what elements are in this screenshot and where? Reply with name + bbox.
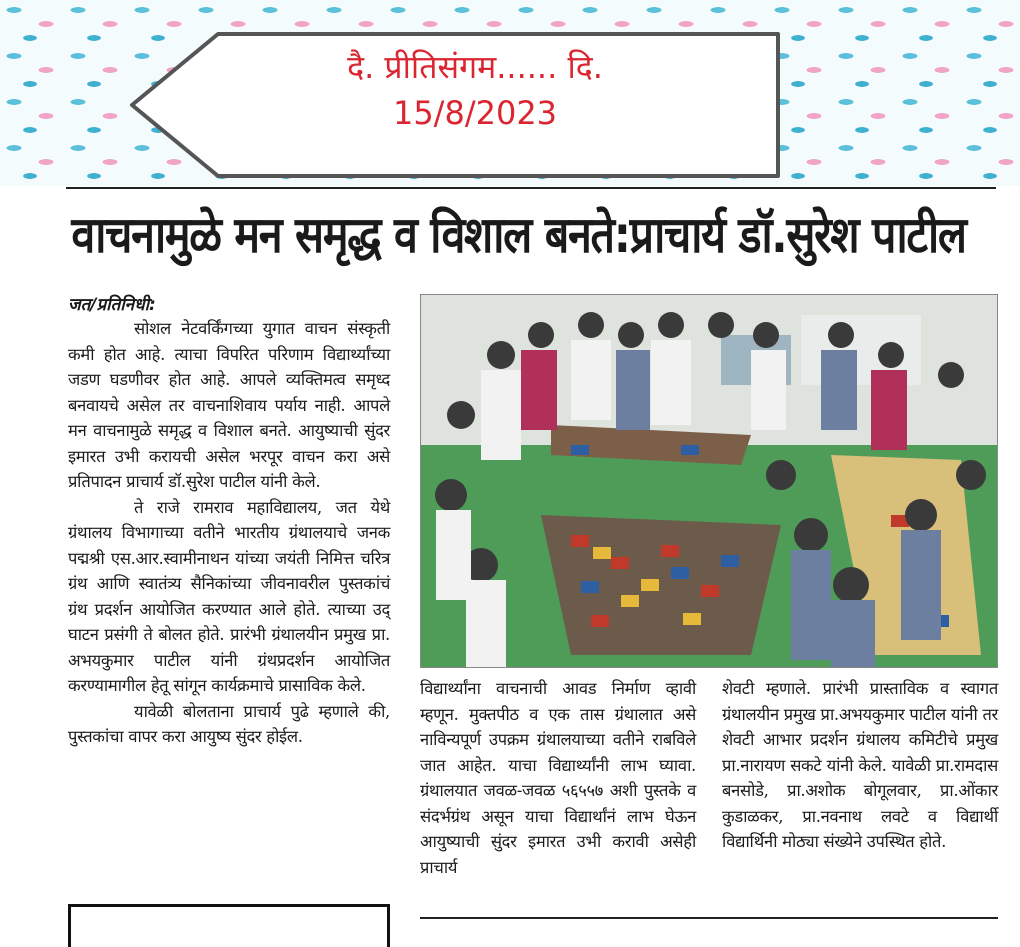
date-badge-text xyxy=(230,44,720,136)
badge-date-line: 15/8/2023 xyxy=(392,94,558,132)
article-column-1 xyxy=(68,316,390,750)
article-dateline: जत/प्रतिनिधी: xyxy=(68,295,156,315)
photo-book-exhibition xyxy=(421,295,997,667)
paragraph: यावेळी बोलताना प्राचार्य पुढे म्हणाले की, पुस्तकांचा वापर करा आयुष्य सुंदर होईल. xyxy=(68,701,390,746)
next-article-box xyxy=(68,904,390,947)
article-headline: वाचनामुळे मन समृद्ध व विशाल बनते:प्राचार्य डॉ.सुरेश पाटील xyxy=(71,206,966,264)
paragraph: ते राजे रामराव महाविद्यालय, जत येथे ग्रंथालय विभागाच्या वतीने भारतीय ग्रंथालयाचे जनक पद्मश्री एस.आर.स्वामीनाथन यांच्या जयंती निमित्त चरित्र ग्रंथ आणि स्वातंत्र्य सैनिकांच्या जीवनावरील पुस्तकांचं ग्रंथ प्रदर्शन आयोजित करण्यात आले होते. त्याच्या उद् घाटन प्रसंगी ते बोलत होते. प्रारंभी ग्रंथालयीन प्रमुख प्रा. अभयकुमार पाटील यांनी ग्रंथप्रदर्शन आयोजित करण्यामागील हेतू सांगून कार्यक्रमाचे प्रासाविक केले. xyxy=(68,497,390,695)
bottom-divider xyxy=(420,917,998,919)
article-column-3: शेवटी म्हणाले. प्रारंभी प्रास्ताविक व स्वागत ग्रंथालयीन प्रमुख प्रा.अभयकुमार पाटील यांनी तर शेवटी आभार प्रदर्शन ग्रंथालय कमिटीचे प्रमुख प्रा.नारायण सकटे यांनी केले. यावेळी प्रा.रामदास बनसोडे, प्रा.अशोक बोगूलवार, प्रा.ओंकार कुडाळकर, प्रा.नवनाथ लवटे व विद्यार्थी विद्यार्थिनी मोठ्या संख्येने उपस्थित होते. xyxy=(722,679,998,851)
top-divider xyxy=(66,187,996,189)
paragraph: सोशल नेटवर्किंगच्या युगात वाचन संस्कृती कमी होत आहे. त्याचा विपरित परिणाम विद्यार्थ्यांच्या जडण घडणीवर होत आहे. आपले व्यक्तिमत्व समृध्द बनवायचे असेल तर वाचनाशिवाय पर्याय नाही. आपले मन वाचनामुळे समृद्ध व विशाल बनते. आयुष्याची सुंदर इमारत उभी करायची असेल भरपूर वाचन करा असे प्रतिपादन प्राचार्य डॉ.सुरेश पाटील यांनी केले. xyxy=(68,319,390,491)
article-photo xyxy=(420,294,998,668)
badge-source-line: दै. प्रीतिसंगम...... दि. xyxy=(347,48,603,86)
article-column-2: विद्यार्थ्यांना वाचनाची आवड निर्माण व्हावी म्हणून. मुक्तपीठ व एक तास ग्रंथालात असे नाविन्यपूर्ण उपक्रम ग्रंथालयाच्या वतीने राबविले जात आहेत. याचा विद्यार्थ्यांनी लाभ घ्यावा. ग्रंथालयात जवळ-जवळ ५६५५७ अशी पुस्तके व संदर्भग्रंथ असून याचा विद्यार्थांनं लाभ घेऊन आयुष्याची सुंदर इमारत उभी करावी असेही प्राचार्य xyxy=(420,679,696,877)
